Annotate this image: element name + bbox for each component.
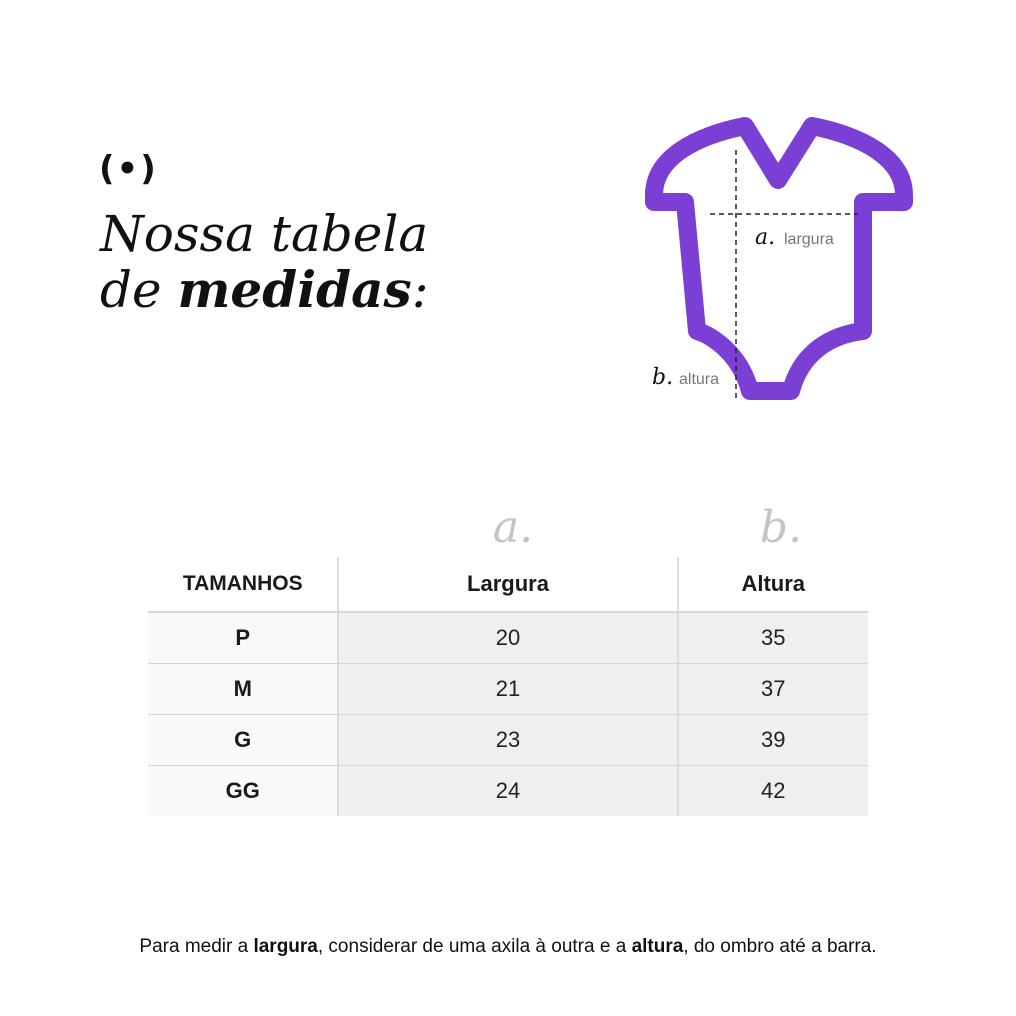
header-largura: Largura: [337, 557, 676, 611]
footnote-bold-altura: altura: [631, 936, 684, 957]
table-header-row: [148, 557, 868, 612]
bodysuit-outline: [654, 126, 904, 391]
measurement-instructions: [0, 936, 1016, 958]
title-suffix: :: [411, 261, 429, 319]
size-cell: P: [148, 613, 337, 663]
table-row: [148, 765, 868, 816]
table-row: [148, 663, 868, 714]
table-row: [148, 714, 868, 765]
size-cell: GG: [148, 766, 337, 816]
largura-cell: 20: [337, 613, 676, 663]
altura-cell: 39: [677, 715, 868, 765]
footnote-part-2: , considerar de uma axila à outra e a: [317, 936, 632, 957]
bodysuit-diagram: [640, 110, 920, 410]
altura-cell: 35: [677, 613, 868, 663]
footnote-bold-largura: largura: [253, 936, 318, 957]
column-letter-a: a.: [492, 502, 534, 553]
brand-logo: (•): [99, 149, 158, 189]
size-table: [148, 557, 868, 816]
label-a-text: largura: [784, 231, 834, 248]
altura-cell: 42: [677, 766, 868, 816]
label-a-letter: a.: [755, 225, 776, 250]
footnote-part-3: , do ombro até a barra.: [683, 936, 877, 957]
largura-cell: 21: [337, 664, 676, 714]
title-bold: medidas: [177, 260, 412, 319]
header-altura: Altura: [677, 557, 868, 611]
title-line-1: Nossa tabela: [100, 205, 429, 263]
largura-cell: 24: [337, 766, 676, 816]
size-cell: G: [148, 715, 337, 765]
header-tamanhos: TAMANHOS: [182, 572, 303, 595]
label-b-letter: b.: [652, 365, 674, 390]
title-prefix: de: [100, 261, 178, 319]
largura-cell: 23: [337, 715, 676, 765]
label-b-text: altura: [679, 371, 720, 388]
page-title: [100, 206, 429, 318]
title-line-2: [100, 262, 429, 318]
column-letter-b: b.: [759, 502, 803, 553]
footnote-part-1: Para medir a: [139, 936, 254, 957]
size-cell: M: [148, 664, 337, 714]
table-row: [148, 612, 868, 663]
altura-cell: 37: [677, 664, 868, 714]
